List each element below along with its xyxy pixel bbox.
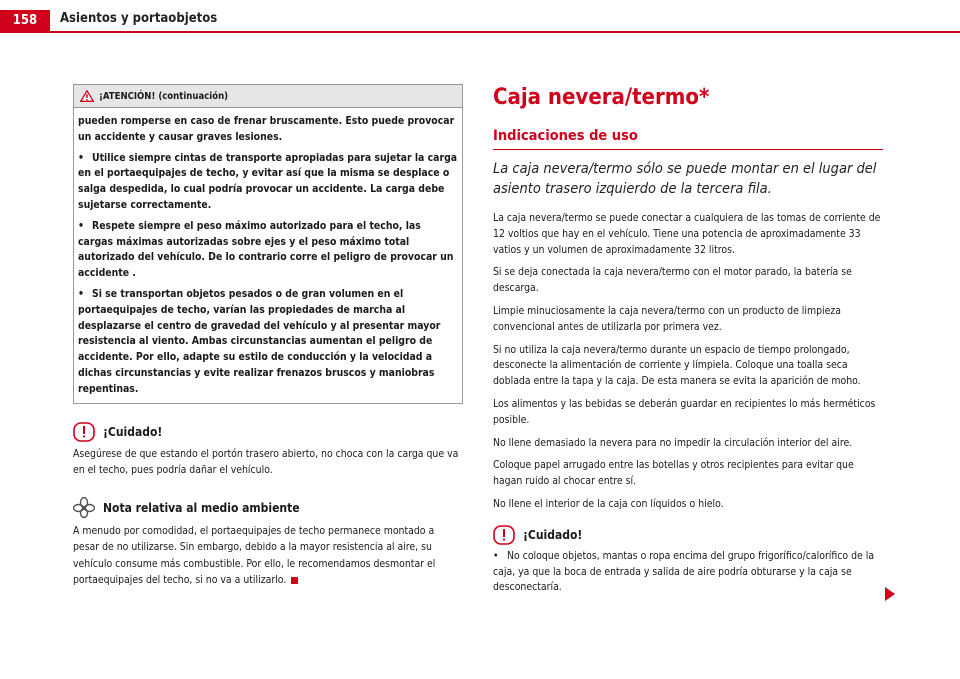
- chapter-title: Asientos y portaobjetos: [60, 11, 218, 26]
- body-paragraph: Limpie minuciosamente la caja nevera/termo con un producto de limpieza convencional antes de utilizarla por primera vez.: [493, 304, 842, 333]
- caution-heading: ¡Cuidado!: [103, 424, 163, 439]
- leaf-icon: [73, 497, 95, 519]
- bullet-icon: •: [78, 287, 84, 300]
- environment-heading: Nota relativa al medio ambiente: [103, 500, 300, 515]
- left-column: [73, 84, 462, 589]
- section-title: Caja nevera/termo*: [493, 85, 710, 110]
- body-paragraph: No llene el interior de la caja con líquidos o hielo.: [493, 497, 724, 510]
- page-number: 158: [0, 10, 50, 32]
- right-column: [493, 84, 883, 603]
- caution-text: Asegúrese de que estando el portón trasero abierto, no choca con la carga que va en el techo, pues podría dañar el vehículo.: [73, 447, 459, 477]
- warning-bullet: • Utilice siempre cintas de transporte apropiadas para sujetar la carga en el portaequipajes de techo, y evitar así que la misma se desplace o salga despedida, lo cual podría provocar un accidente. La carga debe sujetarse correctamente.: [78, 151, 458, 211]
- body-paragraph: La caja nevera/termo se puede conectar a cualquiera de las tomas de corriente de 12 voltios que hay en el vehículo. Tiene una potencia de aproximadamente 33 vatios y un volumen de aproximadamente 32 litros.: [493, 212, 881, 256]
- section-end-marker: [291, 577, 298, 584]
- environment-text: A menudo por comodidad, el portaequipajes de techo permanece montado a pesar de no utilizarse. Sin embargo, debido a la mayor resistencia al aire, su vehículo consume más combustible. Por ello, le recomendamos desmontar el portaequipajes del techo, si no va a utilizarlo.: [73, 524, 436, 587]
- warning-box: [73, 84, 463, 404]
- section-intro: La caja nevera/termo sólo se puede montar en el lugar del asiento trasero izquierdo de la tercera fila.: [493, 161, 877, 197]
- body-paragraph: Si se deja conectada la caja nevera/termo con el motor parado, la batería se descarga.: [493, 266, 852, 295]
- caution-icon: [73, 422, 95, 442]
- environment-header: [73, 497, 462, 519]
- caution-heading: ¡Cuidado!: [523, 527, 583, 542]
- warning-paragraph: pueden romperse en caso de frenar bruscamente. Esto puede provocar un accidente y causar graves lesiones.: [78, 115, 455, 143]
- body-paragraph: Coloque papel arrugado entre las botellas y otros recipientes para evitar que hagan ruido al chocar entre sí.: [493, 459, 854, 488]
- header-rule: [0, 31, 960, 33]
- warning-triangle-icon: [80, 90, 94, 102]
- body-paragraph: Los alimentos y las bebidas se deberán guardar en recipientes lo más herméticos posible.: [493, 397, 876, 426]
- warning-heading: ¡ATENCIÓN! (continuación): [99, 90, 229, 102]
- section-subtitle: Indicaciones de uso: [493, 128, 883, 150]
- warning-bullet: • Si se transportan objetos pesados o de gran volumen en el portaequipajes de techo, varían las propiedades de marcha al desplazarse el centro de gravedad del vehículo y al presentar mayor resistencia al viento. Ambas circunstancias aumentan el peligro de accidente. Por ello, adapte su estilo de conducción y la velocidad a dichas circunstancias y evite realizar frenazos bruscos y maniobras repentinas.: [78, 287, 441, 395]
- caution-header: [73, 422, 462, 442]
- caution-header: [493, 525, 883, 545]
- bullet-icon: •: [78, 219, 84, 232]
- next-page-arrow-icon[interactable]: [885, 587, 895, 601]
- caution-icon: [493, 525, 515, 545]
- body-paragraph: Si no utiliza la caja nevera/termo durante un espacio de tiempo prolongado, desconecte la alimentación de corriente y límpiela. Coloque una toalla seca doblada entre la tapa y la caja. De esta manera se evita la aparición de moho.: [493, 343, 861, 388]
- bullet-icon: •: [493, 549, 499, 562]
- caution-bullet: • No coloque objetos, mantas o ropa encima del grupo frigorífico/calorífico de la caja, ya que la boca de entrada y salida de aire podría obturarse y la caja se desconectaría.: [493, 549, 875, 594]
- warning-header: [74, 85, 462, 108]
- warning-bullet: • Respete siempre el peso máximo autorizado para el techo, las cargas máximas autorizadas sobre ejes y el peso máximo total autorizado del vehículo. De lo contrario corre el peligro de provocar un accidente .: [78, 219, 454, 280]
- page-header: [0, 0, 960, 32]
- bullet-icon: •: [78, 151, 84, 164]
- warning-body: [74, 108, 462, 403]
- body-paragraph: No llene demasiado la nevera para no impedir la circulación interior del aire.: [493, 436, 853, 449]
